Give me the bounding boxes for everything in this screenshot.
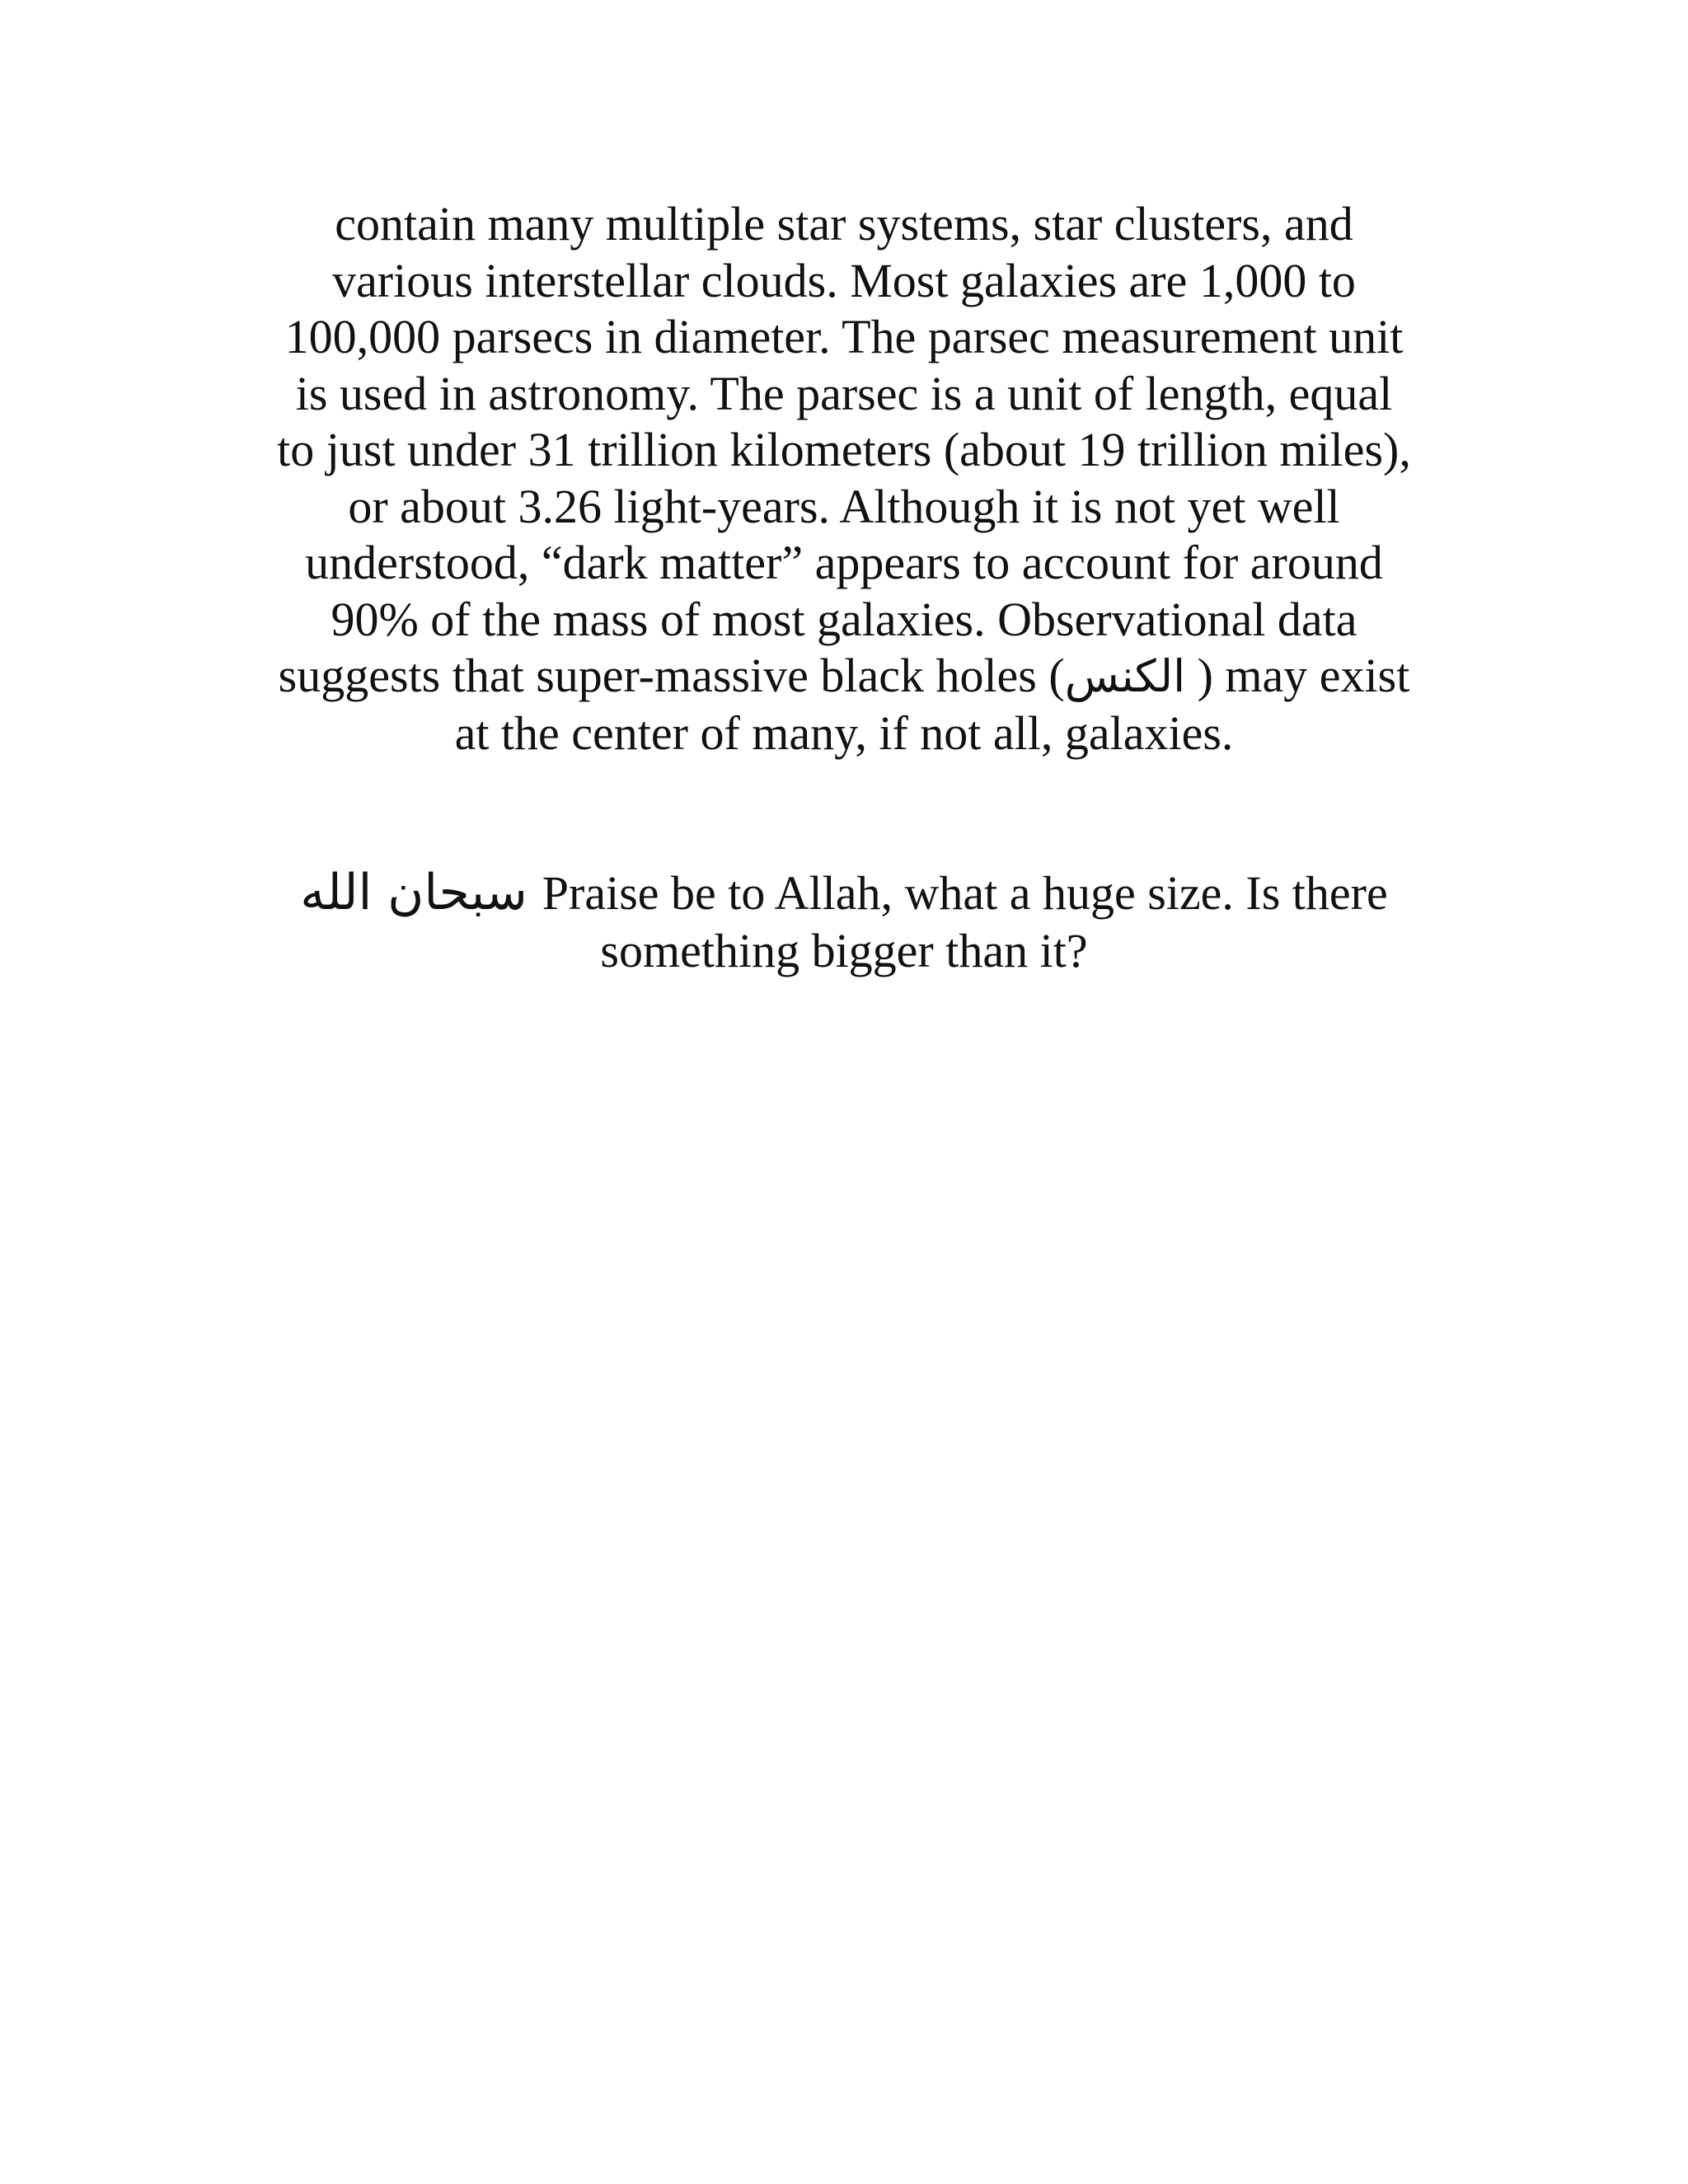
paragraph-line: 100,000 parsecs in diameter. The parsec measurement unit bbox=[284, 310, 1404, 363]
paragraph-line: 90% of the mass of most galaxies. Observational data bbox=[331, 592, 1357, 646]
line-text-after-arabic: ) may exist bbox=[1185, 649, 1410, 702]
paragraph-line: understood, “dark matter” appears to account for around bbox=[305, 536, 1383, 589]
praise-line-text: Praise be to Allah, what a huge size. Is there bbox=[542, 866, 1388, 920]
paragraph-line-with-arabic bbox=[247, 648, 1441, 705]
main-paragraph bbox=[247, 196, 1441, 762]
praise-line-with-arabic bbox=[247, 864, 1441, 922]
praise-paragraph bbox=[247, 864, 1441, 980]
paragraph-line: or about 3.26 light-years. Although it is not yet well bbox=[348, 479, 1340, 533]
paragraph-line: is used in astronomy. The parsec is a unit of length, equal bbox=[295, 366, 1393, 420]
arabic-term-black-holes: الكنس bbox=[1064, 650, 1186, 702]
arabic-praise-phrase: سبحان الله bbox=[300, 864, 528, 921]
paragraph-line: to just under 31 trillion kilometers (about 19 trillion miles), bbox=[277, 423, 1411, 476]
paragraph-line: various interstellar clouds. Most galaxies are 1,000 to bbox=[332, 253, 1356, 307]
praise-line: something bigger than it? bbox=[600, 924, 1088, 977]
paragraph-line: at the center of many, if not all, galaxies. bbox=[454, 705, 1234, 760]
line-text-before-arabic: suggests that super-massive black holes ( bbox=[278, 649, 1065, 702]
paragraph-line: contain many multiple star systems, star clusters, and bbox=[335, 197, 1353, 251]
